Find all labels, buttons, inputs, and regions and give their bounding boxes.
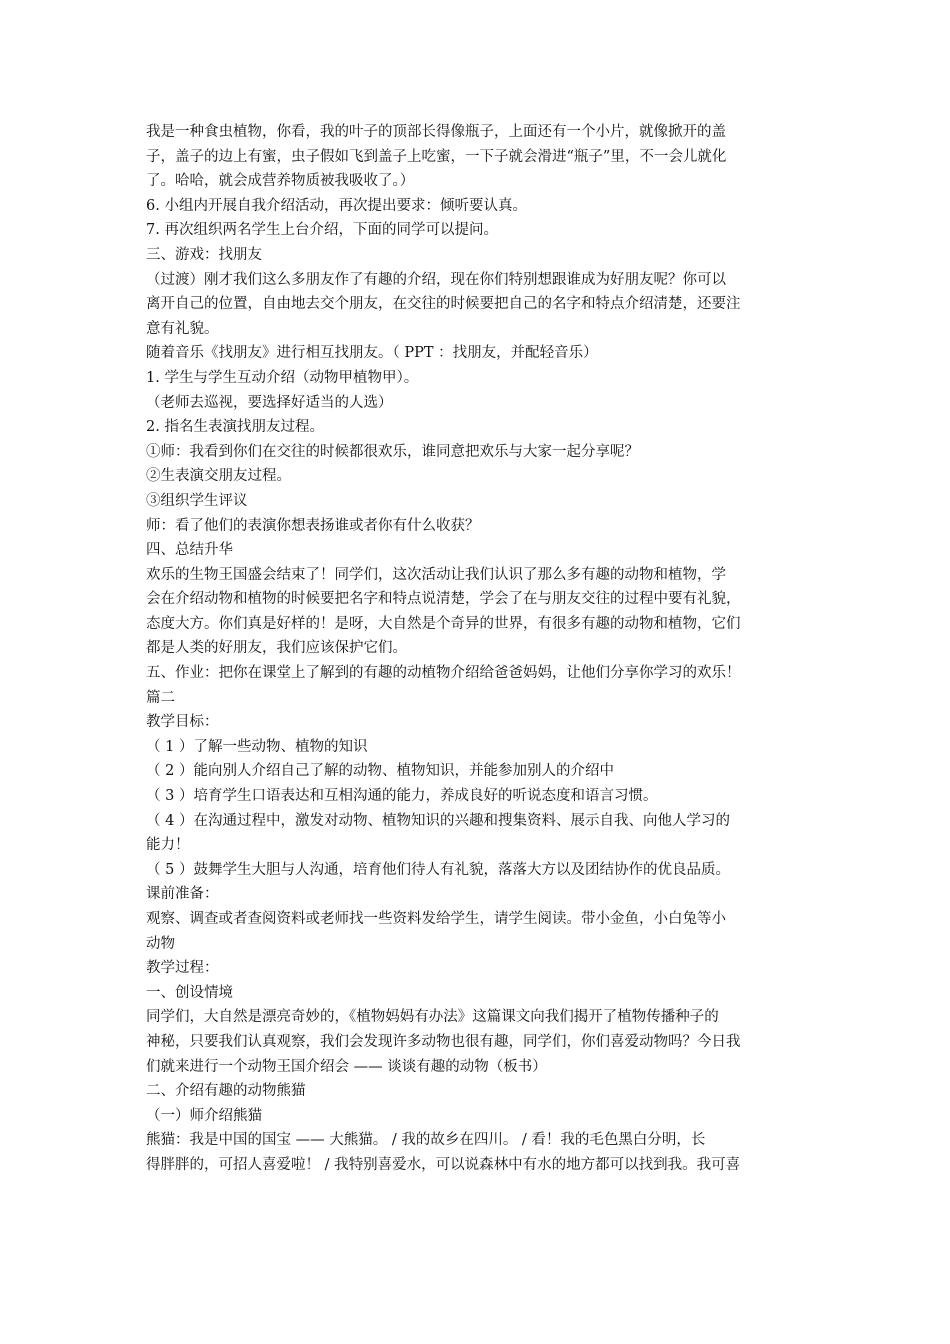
goal-item-2: （ 2 ）能向别人介绍自己了解的动物、植物知识，并能参加别人的介绍中 [146,763,614,780]
section-heading-game: 三、游戏：找朋友 [146,246,262,263]
line-43: 得胖胖的，可招人喜爱啦！ / 我特别喜爱水，可以说森林中有水的地方都可以找到我。我可喜 [146,1156,741,1173]
line-05: 7. 再次组织两名学生上台介绍，下面的同学可以提问。 [146,222,498,239]
line-12: （老师去巡视，要选择好适当的人选） [146,394,393,411]
heading-teaching-goals: 教学目标： [146,714,219,731]
line-01: 我是一种食虫植物，你看，我的叶子的顶部长得像瓶子，上面还有一个小片，就像掀开的盖 [146,124,726,140]
line-17: 师：看了他们的表演你想表扬谁或者你有什么收获？ [146,517,480,534]
line-07: （过渡）刚才我们这么多朋友作了有趣的介绍，现在你们特别想跟谁成为好朋友呢？你可以 [146,271,726,288]
line-37: 同学们，大自然是漂亮奇妙的，《植物妈妈有办法》这篇课文向我们揭开了植物传播种子的 [146,1009,719,1026]
section-heading-scenario: 一、创设情境 [146,984,233,1001]
line-20: 会在介绍动物和植物的时候要把名字和特点说清楚，学会了在与朋友交往的过程中要有礼貌， [146,591,741,608]
line-10: 随着音乐《找朋友》进行相互找朋友。（ PPT ：找朋友，并配轻音乐） [146,345,598,362]
line-08: 离开自己的位置，自由地去交个朋友，在交往的时候要把自己的名字和特点介绍清楚，还要注 [146,296,741,313]
goal-item-3: （ 3 ）培育学生口语表达和互相沟通的能力，养成良好的听说态度和语言习惯。 [146,788,658,805]
line-04: 6. 小组内开展自我介绍活动，再次提出要求：倾听要认真。 [146,197,527,214]
line-15: ②生表演交朋友过程。 [146,468,291,485]
line-34: 动物 [146,935,175,952]
goal-item-5: （ 5 ）鼓舞学生大胆与人沟通，培育他们待人有礼貌，落落大方以及团结协作的优良品质。 [146,861,730,878]
line-42: 熊猫：我是中国的国宝 —— 大熊猫。 / 我的故乡在四川。 / 看！我的毛色黑白分明，长 [146,1132,706,1149]
line-33: 观察、调查或者查阅资料或老师找一些资料发给学生，请学生阅读。带小金鱼，小白兔等小 [146,911,726,927]
line-22: 都是人类的好朋友，我们应该保护它们。 [146,640,407,657]
line-02: 子，盖子的边上有蜜，虫子假如飞到盖子上吃蜜，一下子就会滑进“瓶子”里，不一会儿就化 [146,148,727,165]
line-03: 了。哈哈，就会成营养物质被我吸收了。） [146,173,415,190]
goal-item-1: （ 1 ）了解一些动物、植物的知识 [146,738,368,755]
line-11: 1. 学生与学生互动介绍（动物甲植物甲）。 [146,369,419,386]
part-heading-two: 篇二 [146,689,175,706]
section-heading-summary: 四、总结升华 [146,542,233,559]
heading-teaching-process: 教学过程： [146,960,219,977]
line-21: 态度大方。你们真是好样的！是呀，大自然是个奇异的世界，有很多有趣的动物和植物，它们 [146,615,741,632]
subheading-teacher-panda: （一）师介绍熊猫 [146,1107,262,1124]
line-14: ①师：我看到你们在交往的时候都很欢乐，谁同意把欢乐与大家一起分享呢？ [146,443,639,460]
section-heading-panda: 二、介绍有趣的动物熊猫 [146,1083,306,1100]
goal-item-4: （ 4 ）在沟通过程中，激发对动物、植物知识的兴趣和搜集资料、展示自我、向他人学习的 [146,812,730,829]
heading-preparation: 课前准备： [146,886,219,903]
line-19: 欢乐的生物王国盛会结束了！同学们，这次活动让我们认识了那么多有趣的动物和植物，学 [146,566,726,583]
line-16: ③组织学生评议 [146,492,248,509]
line-39: 们就来进行一个动物王国介绍会 —— 谈谈有趣的动物（板书） [146,1058,547,1075]
line-09: 意有礼貌。 [146,320,219,337]
line-13: 2. 指名生表演找朋友过程。 [146,419,324,436]
line-38: 神秘，只要我们认真观察，我们会发现许多动物也很有趣，同学们，你们喜爱动物吗？今日我 [146,1033,741,1050]
goal-item-4-cont: 能力！ [146,837,190,854]
section-heading-homework: 五、作业：把你在课堂上了解到的有趣的动植物介绍给爸爸妈妈，让他们分享你学习的欢乐！ [146,665,741,682]
